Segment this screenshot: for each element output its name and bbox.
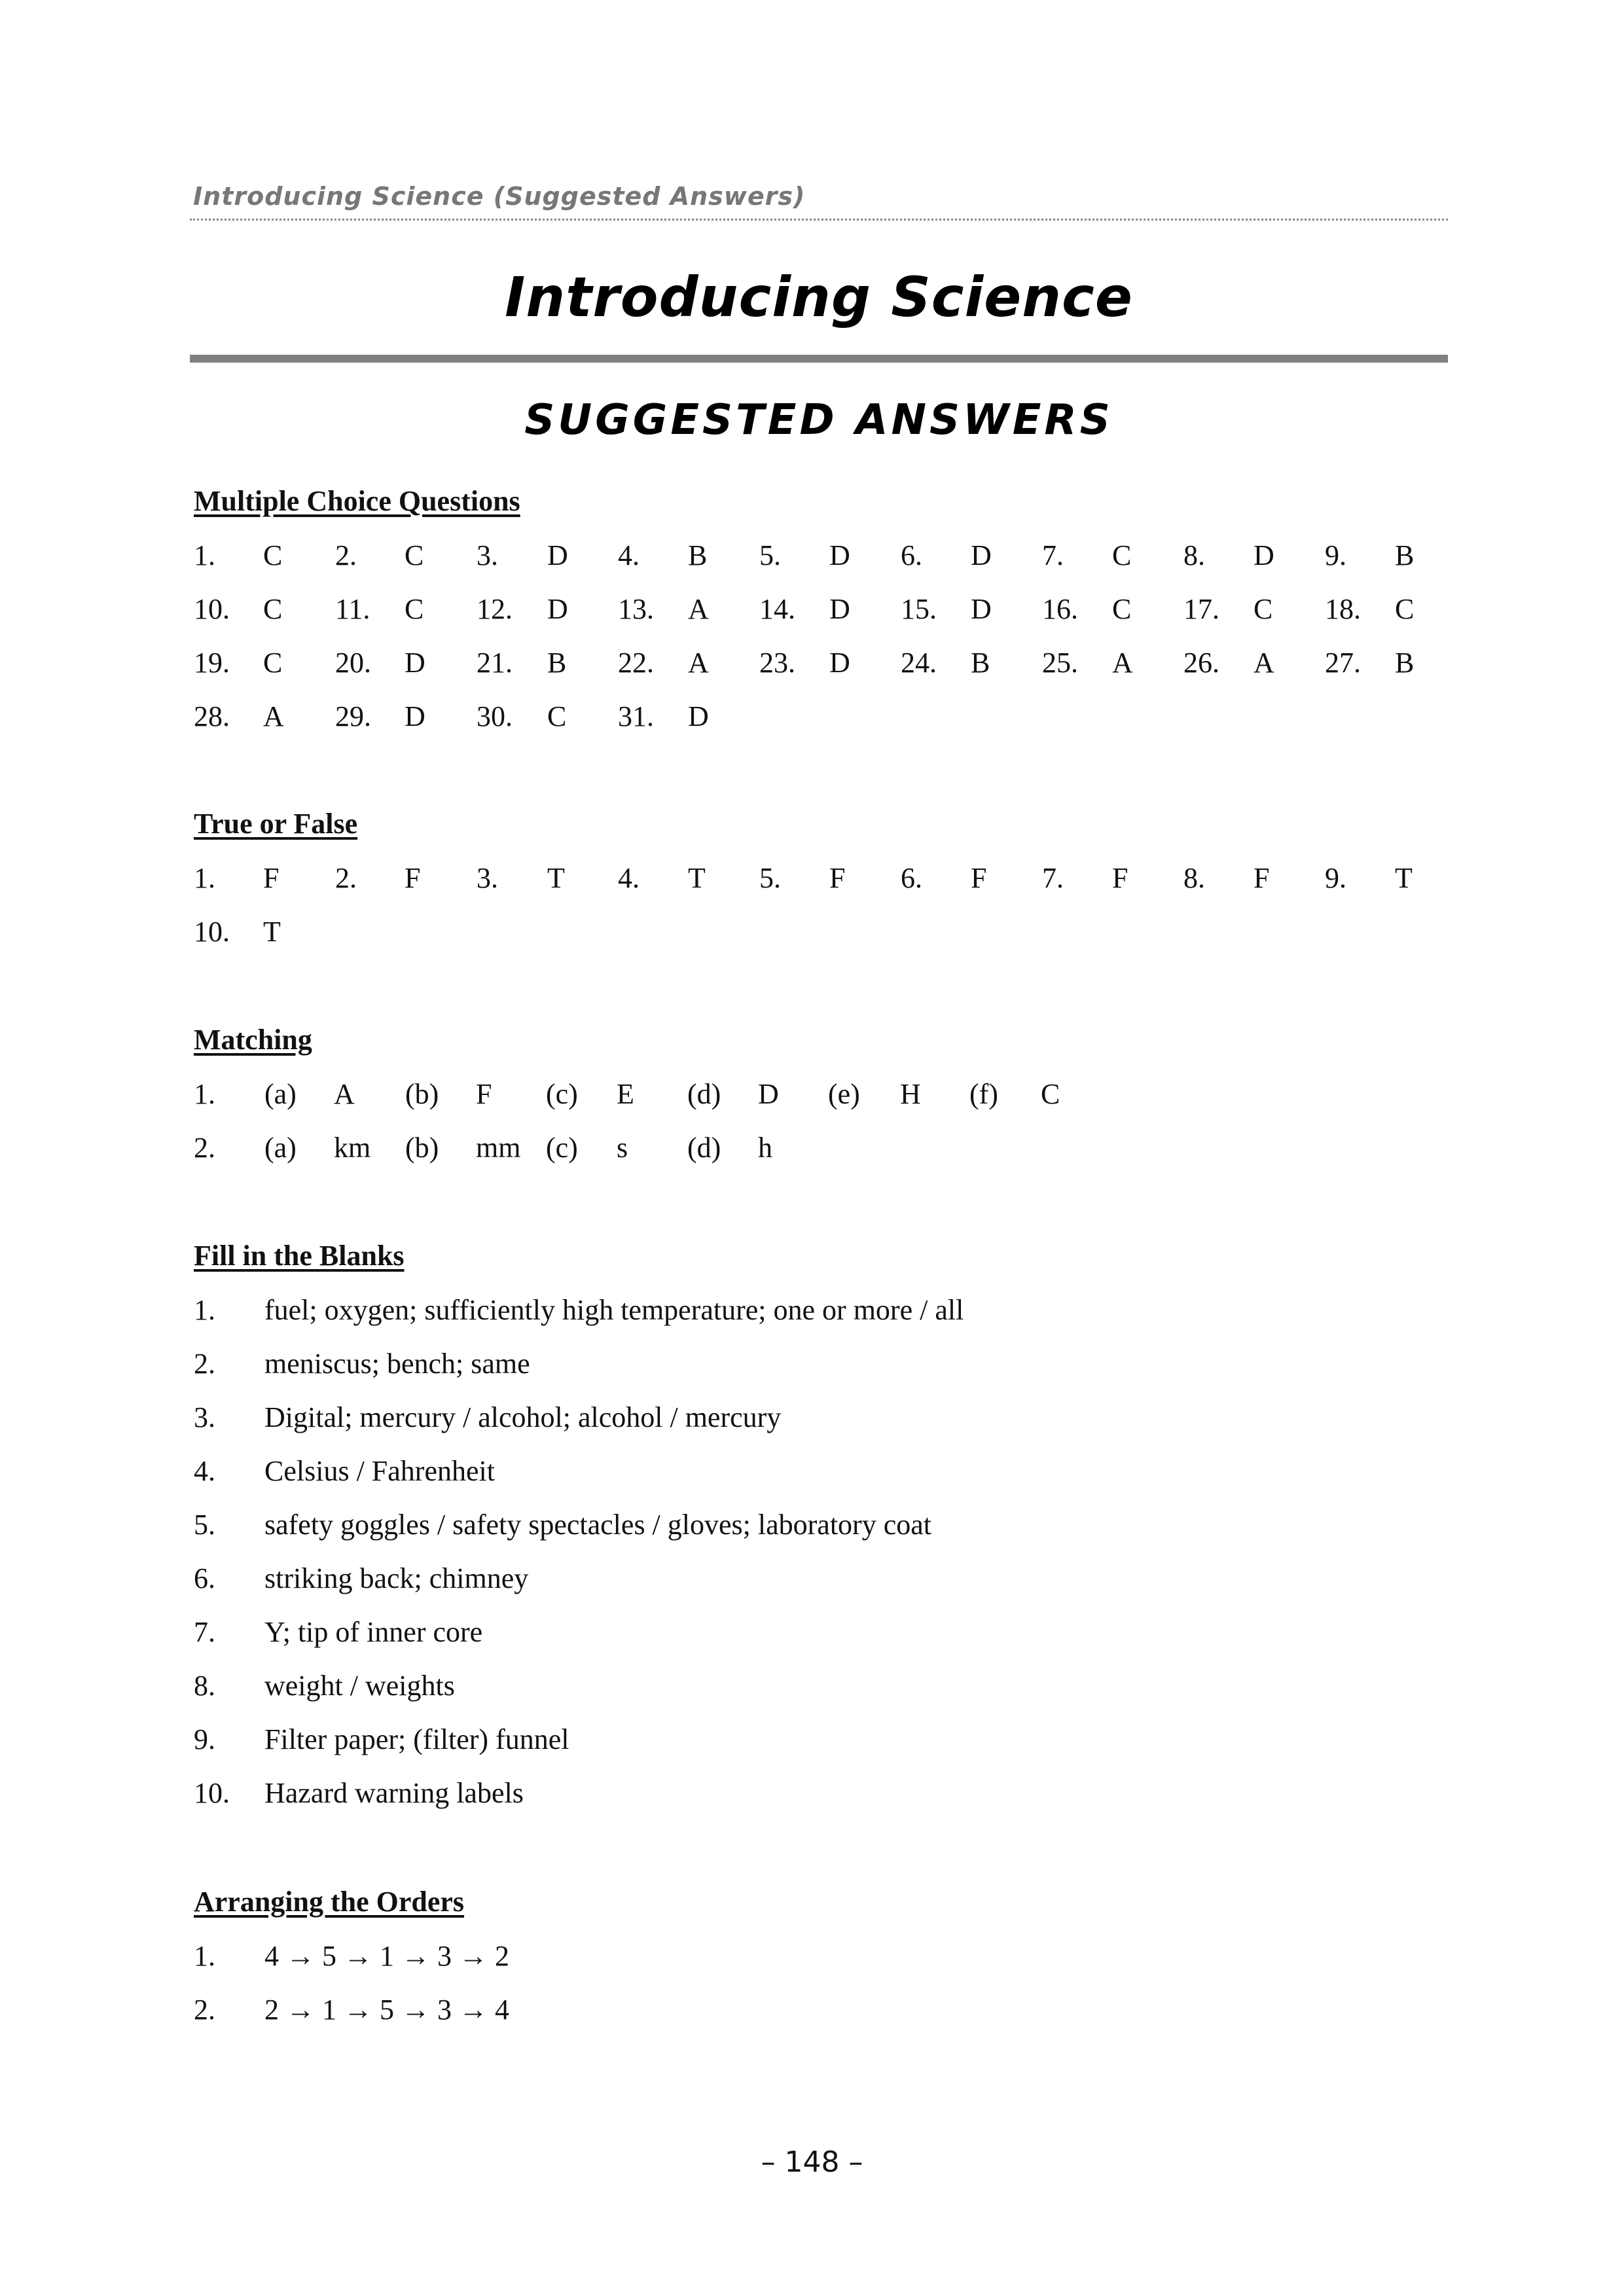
- answer-text: Celsius / Fahrenheit: [264, 1455, 495, 1487]
- answer-value: B: [547, 647, 567, 679]
- question-number: 1.: [194, 1078, 215, 1110]
- answer-value: C: [1395, 593, 1415, 625]
- match-answer: km: [334, 1132, 371, 1164]
- question-number: 6.: [901, 539, 922, 571]
- question-number: 27.: [1325, 647, 1361, 679]
- answer-value: C: [263, 593, 283, 625]
- answer-text: striking back; chimney: [264, 1562, 529, 1594]
- answer-value: C: [1254, 593, 1273, 625]
- page-title: Introducing Science: [505, 265, 1133, 329]
- match-answer: C: [1041, 1078, 1060, 1110]
- question-number: 30.: [477, 700, 513, 732]
- match-label: (d): [687, 1132, 721, 1164]
- answer-value: A: [688, 647, 709, 679]
- match-answer: H: [900, 1078, 921, 1110]
- question-number: 2.: [194, 1348, 215, 1380]
- answer-value: T: [688, 862, 706, 894]
- question-number: 16.: [1042, 593, 1078, 625]
- match-answer: E: [617, 1078, 634, 1110]
- question-number: 10.: [194, 593, 230, 625]
- match-label: (d): [687, 1078, 721, 1110]
- answer-value: B: [1395, 647, 1415, 679]
- answer-text: Y; tip of inner core: [264, 1616, 483, 1648]
- match-label: (a): [264, 1078, 297, 1110]
- answer-value: F: [1254, 862, 1270, 894]
- answer-text: Digital; mercury / alcohol; alcohol / mercury: [264, 1401, 782, 1433]
- answer-text: weight / weights: [264, 1670, 455, 1702]
- question-number: 4.: [194, 1455, 215, 1487]
- question-number: 14.: [759, 593, 795, 625]
- answer-value: C: [263, 539, 283, 571]
- answer-value: C: [547, 700, 567, 732]
- question-number: 9.: [194, 1723, 215, 1755]
- answer-value: D: [405, 700, 425, 732]
- answer-value: F: [263, 862, 280, 894]
- question-number: 18.: [1325, 593, 1361, 625]
- answer-text: fuel; oxygen; sufficiently high temperature; one or more / all: [264, 1294, 964, 1326]
- match-label: (b): [405, 1132, 439, 1164]
- question-number: 9.: [1325, 539, 1346, 571]
- match-answer: D: [758, 1078, 779, 1110]
- match-answer: s: [617, 1132, 628, 1164]
- answer-value: D: [547, 593, 568, 625]
- answer-value: F: [1112, 862, 1128, 894]
- question-number: 2.: [194, 1994, 215, 2026]
- running-header: Introducing Science (Suggested Answers): [193, 182, 806, 211]
- question-number: 8.: [1183, 539, 1205, 571]
- answer-value: D: [829, 593, 850, 625]
- question-number: 21.: [477, 647, 513, 679]
- answer-value: D: [971, 539, 992, 571]
- matching-heading: Matching: [194, 1024, 312, 1056]
- answer-text: safety goggles / safety spectacles / gloves; laboratory coat: [264, 1509, 931, 1541]
- answer-value: D: [829, 539, 850, 571]
- answer-value: F: [829, 862, 846, 894]
- answer-value: C: [405, 539, 424, 571]
- answer-value: C: [405, 593, 424, 625]
- question-number: 12.: [477, 593, 513, 625]
- answer-value: A: [1254, 647, 1274, 679]
- answer-value: D: [829, 647, 850, 679]
- question-number: 26.: [1183, 647, 1219, 679]
- page-subtitle: SUGGESTED ANSWERS: [524, 396, 1113, 444]
- question-number: 3.: [194, 1401, 215, 1433]
- question-number: 31.: [618, 700, 654, 732]
- question-number: 5.: [194, 1509, 215, 1541]
- question-number: 6.: [194, 1562, 215, 1594]
- page-number: – 148 –: [761, 2145, 863, 2179]
- question-number: 8.: [1183, 862, 1205, 894]
- answer-text: Filter paper; (filter) funnel: [264, 1723, 569, 1755]
- answer-value: D: [405, 647, 425, 679]
- answer-value: A: [688, 593, 709, 625]
- question-number: 4.: [618, 539, 640, 571]
- question-number: 1.: [194, 1294, 215, 1326]
- question-number: 3.: [477, 539, 498, 571]
- question-number: 20.: [335, 647, 371, 679]
- answer-value: B: [971, 647, 990, 679]
- answer-value: D: [688, 700, 709, 732]
- question-number: 7.: [1042, 539, 1064, 571]
- answer-value: B: [1395, 539, 1415, 571]
- match-label: (f): [969, 1078, 998, 1110]
- match-answer: mm: [476, 1132, 521, 1164]
- answer-value: A: [263, 700, 284, 732]
- question-number: 1.: [194, 539, 215, 571]
- question-number: 22.: [618, 647, 654, 679]
- question-number: 17.: [1183, 593, 1219, 625]
- answer-sequence: 2 → 1 → 5 → 3 → 4: [264, 1994, 509, 2026]
- answer-value: B: [688, 539, 708, 571]
- question-number: 3.: [477, 862, 498, 894]
- answer-text: Hazard warning labels: [264, 1777, 524, 1809]
- question-number: 13.: [618, 593, 654, 625]
- answer-value: F: [405, 862, 421, 894]
- question-number: 1.: [194, 1940, 215, 1972]
- match-label: (b): [405, 1078, 439, 1110]
- question-number: 2.: [335, 539, 357, 571]
- match-label: (a): [264, 1132, 297, 1164]
- question-number: 10.: [194, 1777, 230, 1809]
- question-number: 1.: [194, 862, 215, 894]
- arranging-heading: Arranging the Orders: [194, 1886, 465, 1918]
- title-rule: [190, 355, 1448, 363]
- match-answer: A: [334, 1078, 355, 1110]
- match-label: (c): [546, 1132, 578, 1164]
- answer-value: F: [971, 862, 987, 894]
- answer-value: C: [1112, 539, 1132, 571]
- question-number: 7.: [194, 1616, 215, 1648]
- match-answer: F: [476, 1078, 492, 1110]
- question-number: 15.: [901, 593, 937, 625]
- answer-sequence: 4 → 5 → 1 → 3 → 2: [264, 1940, 509, 1972]
- question-number: 5.: [759, 539, 781, 571]
- match-answer: h: [758, 1132, 772, 1164]
- true-false-heading: True or False: [194, 808, 358, 840]
- header-rule: [190, 219, 1448, 221]
- match-label: (c): [546, 1078, 578, 1110]
- answer-value: T: [263, 916, 281, 948]
- question-number: 28.: [194, 700, 230, 732]
- question-number: 2.: [194, 1132, 215, 1164]
- question-number: 23.: [759, 647, 795, 679]
- fill-blanks-heading: Fill in the Blanks: [194, 1240, 405, 1272]
- answer-value: C: [1112, 593, 1132, 625]
- question-number: 4.: [618, 862, 640, 894]
- mcq-heading: Multiple Choice Questions: [194, 485, 520, 517]
- answer-value: A: [1112, 647, 1133, 679]
- match-label: (e): [828, 1078, 860, 1110]
- answer-value: T: [1395, 862, 1413, 894]
- answer-value: T: [547, 862, 565, 894]
- answer-value: D: [1254, 539, 1274, 571]
- question-number: 25.: [1042, 647, 1078, 679]
- answer-value: D: [971, 593, 992, 625]
- answer-value: C: [263, 647, 283, 679]
- answer-text: meniscus; bench; same: [264, 1348, 530, 1380]
- question-number: 8.: [194, 1670, 215, 1702]
- question-number: 24.: [901, 647, 937, 679]
- question-number: 2.: [335, 862, 357, 894]
- question-number: 6.: [901, 862, 922, 894]
- question-number: 10.: [194, 916, 230, 948]
- question-number: 5.: [759, 862, 781, 894]
- question-number: 9.: [1325, 862, 1346, 894]
- answer-value: D: [547, 539, 568, 571]
- question-number: 11.: [335, 593, 370, 625]
- question-number: 29.: [335, 700, 371, 732]
- question-number: 19.: [194, 647, 230, 679]
- question-number: 7.: [1042, 862, 1064, 894]
